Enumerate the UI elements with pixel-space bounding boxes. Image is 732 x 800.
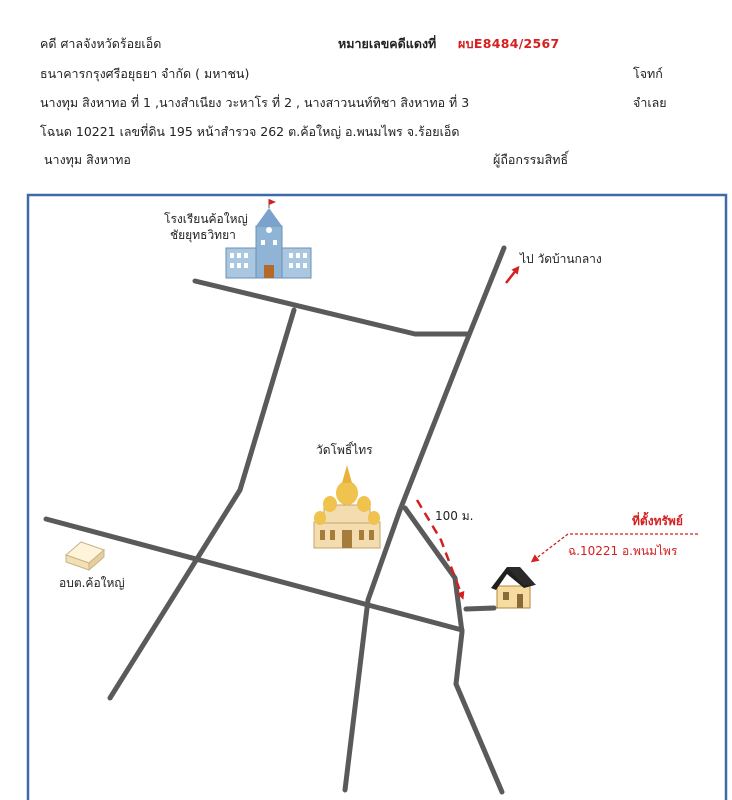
to-temple-label: ไป วัดบ้านกลาง (520, 252, 602, 266)
red-case-number: ผบE8484/2567 (458, 36, 560, 51)
road-house-spur (466, 608, 494, 609)
property-deed-label: ฉ.10221 อ.พนมไพร (568, 544, 678, 558)
temple-label: วัดโพธิ์ไทร (316, 443, 373, 457)
owner-role: ผู้ถือกรรมสิทธิ์ (493, 152, 569, 167)
distance-label: 100 ม. (435, 509, 474, 523)
road-east-branch (405, 508, 502, 792)
property-label: ที่ตั้งทรัพย์ (632, 514, 683, 528)
red-case-label: หมายเลขคดีแดงที่ (338, 36, 437, 51)
deed-info: โฉนด 10221 เลขที่ดิน 195 หน้าสำรวจ 262 ต.ค้อใหญ่ อ.พนมไพร จ.ร้อยเอ็ด (40, 124, 460, 139)
map-frame (28, 195, 726, 800)
temple-icon (314, 465, 380, 548)
school-label-line1: โรงเรียนค้อใหญ่ (164, 212, 248, 226)
road-west-diagonal (110, 310, 294, 698)
direction-arrow-icon (506, 269, 517, 283)
sao-label: อบต.ค้อใหญ่ (59, 576, 125, 590)
defendants-names: นางทุม สิงหาทอ ที่ 1 ,นางสำเนียง วะหาโร ที่ 2 , นางสาวนนท์ทิชา สิงหาทอ ที่ 3 (40, 95, 470, 110)
road-top (195, 281, 468, 334)
plaintiff-name: ธนาคารกรุงศรีอยุธยา จำกัด ( มหาชน) (40, 66, 250, 81)
house-icon (491, 567, 536, 608)
case-label: คดี ศาลจังหวัดร้อยเอ็ด (40, 36, 162, 51)
sao-building-icon (66, 542, 104, 570)
owner-name: นางทุม สิงหาทอ (44, 152, 131, 167)
school-label-line2: ชัยยุทธวิทยา (170, 228, 236, 242)
plaintiff-role: โจทก์ (633, 66, 663, 81)
defendants-role: จำเลย (633, 95, 667, 110)
